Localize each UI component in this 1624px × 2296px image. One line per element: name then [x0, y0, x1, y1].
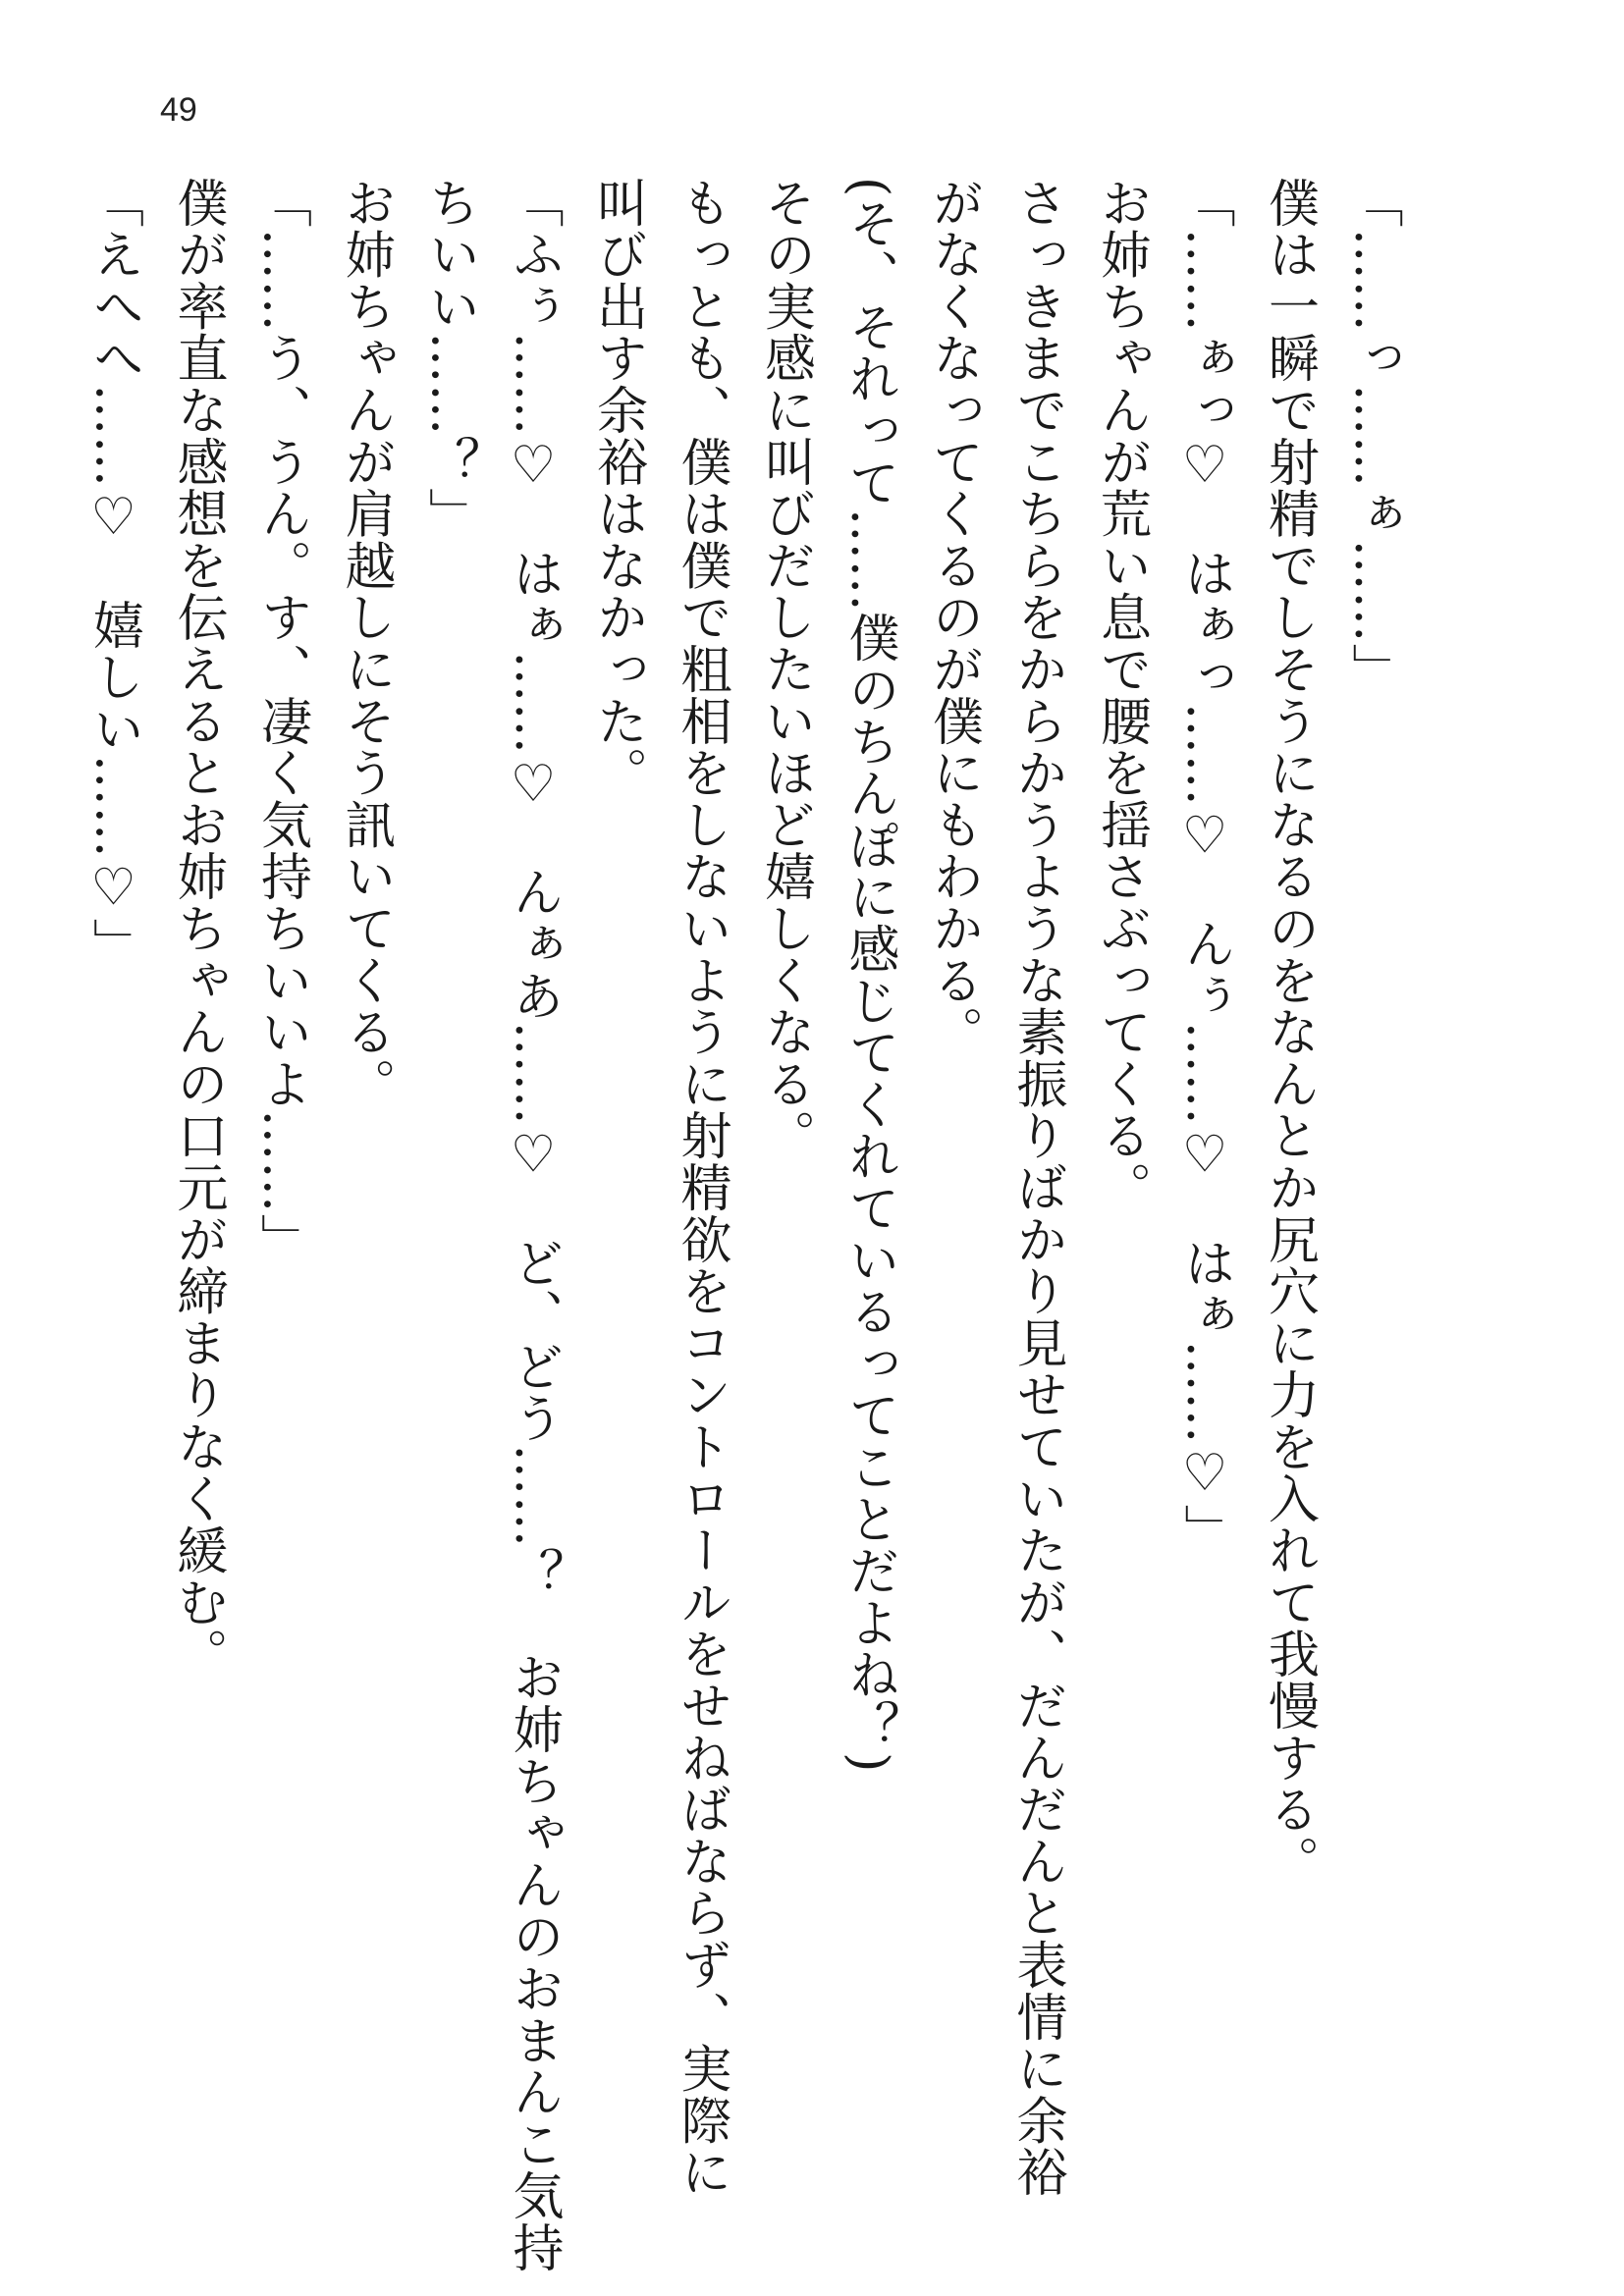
- text-line: もっとも、僕は僕で粗相をしないように射精欲をコントロールをせねばならず、実際に: [672, 177, 731, 2199]
- page-number: 49: [160, 91, 197, 129]
- text-line: 「……っ……ぁ……」: [1343, 177, 1402, 695]
- text-line: 叫び出す余裕はなかった。: [587, 177, 647, 799]
- text-line: ちいい……？」: [419, 177, 479, 540]
- text-line: がなくなってくるのが僕にもわかる。: [923, 177, 983, 1058]
- text-line: 「……ぁっ♡ はぁっ……♡ んぅ……♡ はぁ……♡」: [1175, 177, 1234, 1556]
- text-line: お姉ちゃんが荒い息で腰を揺さぶってくる。: [1091, 177, 1151, 1213]
- text-line: 「……う、うん。す、凄く気持ちいいよ……」: [251, 177, 311, 1265]
- text-line: その実感に叫びだしたいほど嬉しくなる。: [755, 177, 815, 1162]
- text-line: 僕が率直な感想を伝えるとお姉ちゃんの口元が締まりなく緩む。: [168, 177, 227, 1681]
- text-line: 僕は一瞬で射精でしそうになるのをなんとか尻穴に力を入れて我慢する。: [1259, 177, 1319, 1888]
- text-line: お姉ちゃんが肩越しにそう訊いてくる。: [336, 177, 395, 1110]
- text-line: さっきまでこちらをからかうような素振りばかり見せていたが、だんだんと表情に余裕: [1007, 177, 1066, 2199]
- text-line: 「ふぅ……♡ はぁ……♡ んぁあ……♡ ど、どう……？ お姉ちゃんのおまんこ気持: [504, 177, 563, 2273]
- text-line: (そ、それって……僕のちんぽに感じてくれているってことだよね？): [839, 177, 898, 1774]
- text-line: 「えへへ……♡ 嬉しい……♡」: [83, 177, 143, 970]
- vertical-text-body: [83, 177, 1414, 2273]
